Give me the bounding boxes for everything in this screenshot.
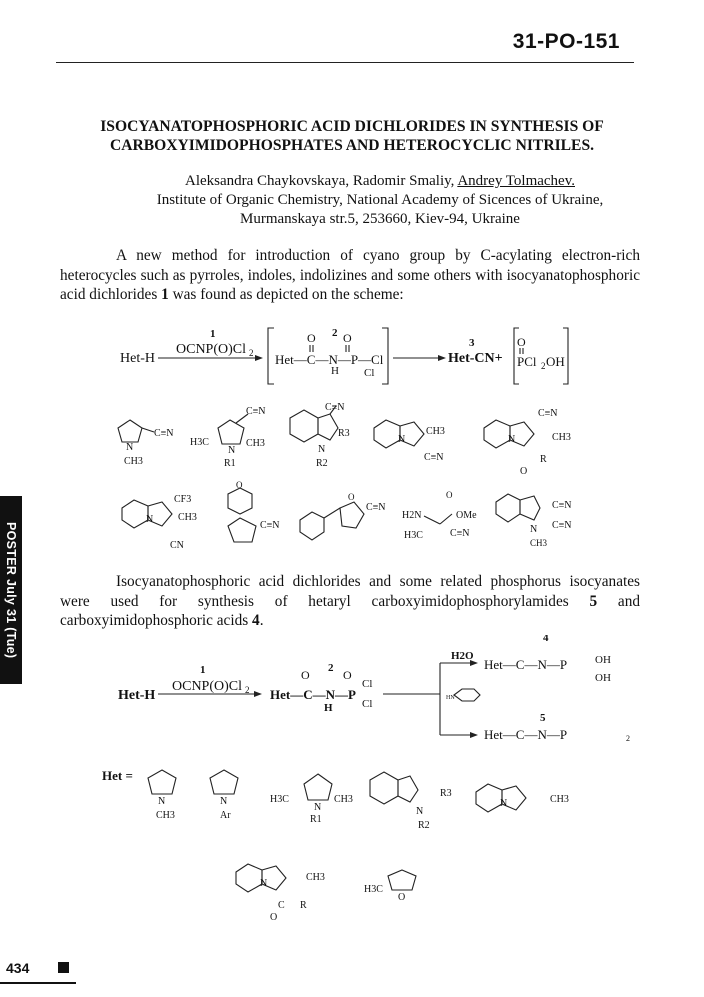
dimethylpyrrole-nitrile-structure [190,406,266,469]
s2-amine-hn: HN [446,695,455,701]
indolizine-nitrile-structure [374,420,445,463]
author-block [60,172,700,229]
s2-p5-num: 5 [540,712,546,724]
s1-reagent: OCNP(O)Cl [176,342,247,357]
s1-inter-num: 2 [332,327,338,339]
co-authors: Aleksandra Chaykovskaya, Radomir Smaliy, [185,173,458,189]
s1-reagent-num: 1 [210,328,216,340]
n-6: N [146,514,154,525]
het-n-1: N [158,796,166,807]
s2-oh2: OH [595,672,611,684]
cn-2: C≡N [246,406,266,417]
p1-text-b: was found as depicted on the scheme: [168,286,404,303]
het-o-7: O [398,892,406,903]
s2-cl1: Cl [362,678,373,690]
n-5: N [508,434,516,445]
het-ar: Ar [220,810,231,821]
o-7: O [236,480,243,490]
n-methylpyrrole-structure [148,770,176,821]
ch3-4: CH3 [426,426,445,437]
cf3: CF3 [174,494,192,505]
nitriles-row-1 [0,400,704,478]
title-line-1: ISOCYANATOPHOSPHORIC ACID DICHLORIDES IN SYNTHESIS OF [100,118,604,135]
presenting-author: Andrey Tolmachev. [457,173,575,189]
p2-bold4: 4 [252,612,260,629]
page-number: 434 [6,960,30,976]
s2-inter-num: 2 [328,662,334,674]
s1-o1: O [307,331,316,345]
s1-arrowhead [255,355,263,361]
het-ch3-5: CH3 [550,794,569,805]
ch3-10: CH3 [530,538,548,548]
cn-6: CN [170,540,184,551]
r1-2: R1 [224,458,236,469]
paragraph-2 [60,572,640,631]
dimethylpyrrole-structure [270,774,353,825]
het-n-2: N [220,796,228,807]
paper-title [60,117,644,155]
n-3: N [318,444,326,455]
het-ch3-3: CH3 [334,794,353,805]
s1-reactant: Het-H [120,351,155,366]
het-h3c-7: H3C [364,884,383,895]
s2-reagent-sub: 2 [245,685,250,695]
het-n-3: N [314,802,322,813]
methylfuran-structure [364,870,416,903]
het-r: R [300,900,307,911]
s1-by-sub: 2 [541,361,546,371]
cn-4: C≡N [424,452,444,463]
het-n-5: N [500,798,508,809]
n-10: N [530,524,538,535]
s1-product-num: 3 [469,337,475,349]
s2-product5: Het—C—N—P [484,727,568,742]
r-5: R [540,454,547,465]
s1-h: H [331,365,339,377]
het-ch3-1: CH3 [156,810,175,821]
o-8: O [348,492,355,502]
cn-10b: C≡N [552,520,572,531]
s2-cl2: Cl [362,698,373,710]
title-line-2: CARBOXYIMIDOPHOSPHATES AND HETEROCYCLIC NITRILES. [109,137,595,154]
acyl-indolizine-nitrile-structure [484,408,571,477]
cn-5: C≡N [538,408,558,419]
page-number-marker [58,962,69,973]
s2-intermediate: Het—C—N—P [270,687,356,702]
header-rule [56,62,634,63]
cn-1: C≡N [154,428,174,439]
het-c: C [278,900,285,911]
cn-8: C≡N [366,502,386,513]
het-n-4: N [416,806,424,817]
footer-rule [0,982,76,984]
s2-h: H [324,702,333,714]
p2-bold5: 5 [589,592,598,610]
h3c-9: H3C [404,530,423,541]
cn-9: C≡N [450,528,470,539]
s2-o2: O [343,668,352,682]
p1-bold: 1 [161,286,169,303]
s1-by-tail: OH [546,354,565,369]
paragraph-1 [60,246,640,305]
het-r2: R2 [418,820,430,831]
scheme-1 [0,322,704,392]
s2-sub2: 2 [626,734,630,743]
s2-arrowhead [254,691,262,697]
indole-structure [370,772,452,831]
ch3-5: CH3 [552,432,571,443]
indoline-dinitrile-structure [496,494,572,548]
het-h3c: H3C [270,794,289,805]
cn-10a: C≡N [552,500,572,511]
n-4: N [398,434,406,445]
n-2: N [228,445,236,456]
het-r3: R3 [440,788,452,799]
ome: OMe [456,510,477,521]
author-names [60,172,700,191]
s1-bracket-left [268,328,274,384]
ch3-6: CH3 [178,512,197,523]
benzylidene-cyclopentanone-structure [300,492,386,540]
side-tab-label: POSTER July 31 (Tue) [4,521,18,659]
o-9: O [446,490,453,500]
s1-cl2: Cl [364,367,375,379]
het-n-6: N [260,878,268,889]
s1-intermediate: Het—C—N—P—Cl [275,352,384,367]
pyrrole-nitrile-structure [118,420,174,467]
methylindolizine-structure [476,784,569,812]
ch3-1: CH3 [124,456,143,467]
s1-by-o: O [517,335,526,349]
s1-product: Het-CN+ [448,351,503,366]
s1-o2: O [343,331,352,345]
ch3-2: CH3 [246,438,265,449]
p1-text-a: A new method for introduction of cyano group by C-acylating electron-rich heterocycles such as pyrroles, indoles, indolizines and some others with isocyanatophosphoric acid dichlorides [60,247,640,303]
het-definitions [0,760,704,930]
abstract-code: 31-PO-151 [512,30,620,53]
s1-reagent-sub: 2 [249,348,254,358]
indole-nitrile-structure [290,402,350,469]
morpholino-cyclopentene-structure [228,480,280,542]
s2-reagent: OCNP(O)Cl [172,679,243,694]
s2-oh1: OH [595,654,611,666]
p2-text-b: and carboxyimidophosphoric acids [60,592,640,629]
het-ch3-6: CH3 [306,872,325,883]
het-label: Het = [102,768,133,783]
h3c-2: H3C [190,437,209,448]
acyl-indolizine-structure [236,864,325,923]
s2-o1: O [301,668,310,682]
het-o-6: O [270,912,278,923]
het-r1: R1 [310,814,322,825]
cn-7: C≡N [260,520,280,531]
p2-text-a: Isocyanatophosphoric acid dichlorides and some related phosphorus isocyanates were used for synthesis of hetaryl carboxyimidophosphorylamides [60,573,640,610]
nitriles-row-2 [0,478,704,556]
address: Murmanskaya str.5, 253660, Kiev-94, Ukraine [240,211,520,227]
s2-water: H2O [451,650,474,662]
n-arylpyrrole-structure [210,770,238,821]
h2n: H2N [402,510,422,521]
r2-3: R2 [316,458,328,469]
s1-byproduct: PCl [517,354,537,369]
morpholine-ring [454,689,480,701]
affiliation: Institute of Organic Chemistry, National Academy of Sicences of Ukraine, [156,192,604,208]
aminocrotononitrile-structure [402,490,477,541]
s2-reactant: Het-H [118,688,156,703]
scheme-2 [0,635,704,745]
n-1: N [126,442,134,453]
cn-3: C≡N [325,402,345,413]
s2-reagent-num: 1 [200,664,206,676]
s2-p4-num: 4 [543,635,549,644]
o-5: O [520,466,528,477]
r3-3: R3 [338,428,350,439]
s2-product4: Het—C—N—P [484,657,568,672]
p2-text-c: . [259,612,264,629]
trifluoroacetyl-indolizine-structure [122,494,197,551]
